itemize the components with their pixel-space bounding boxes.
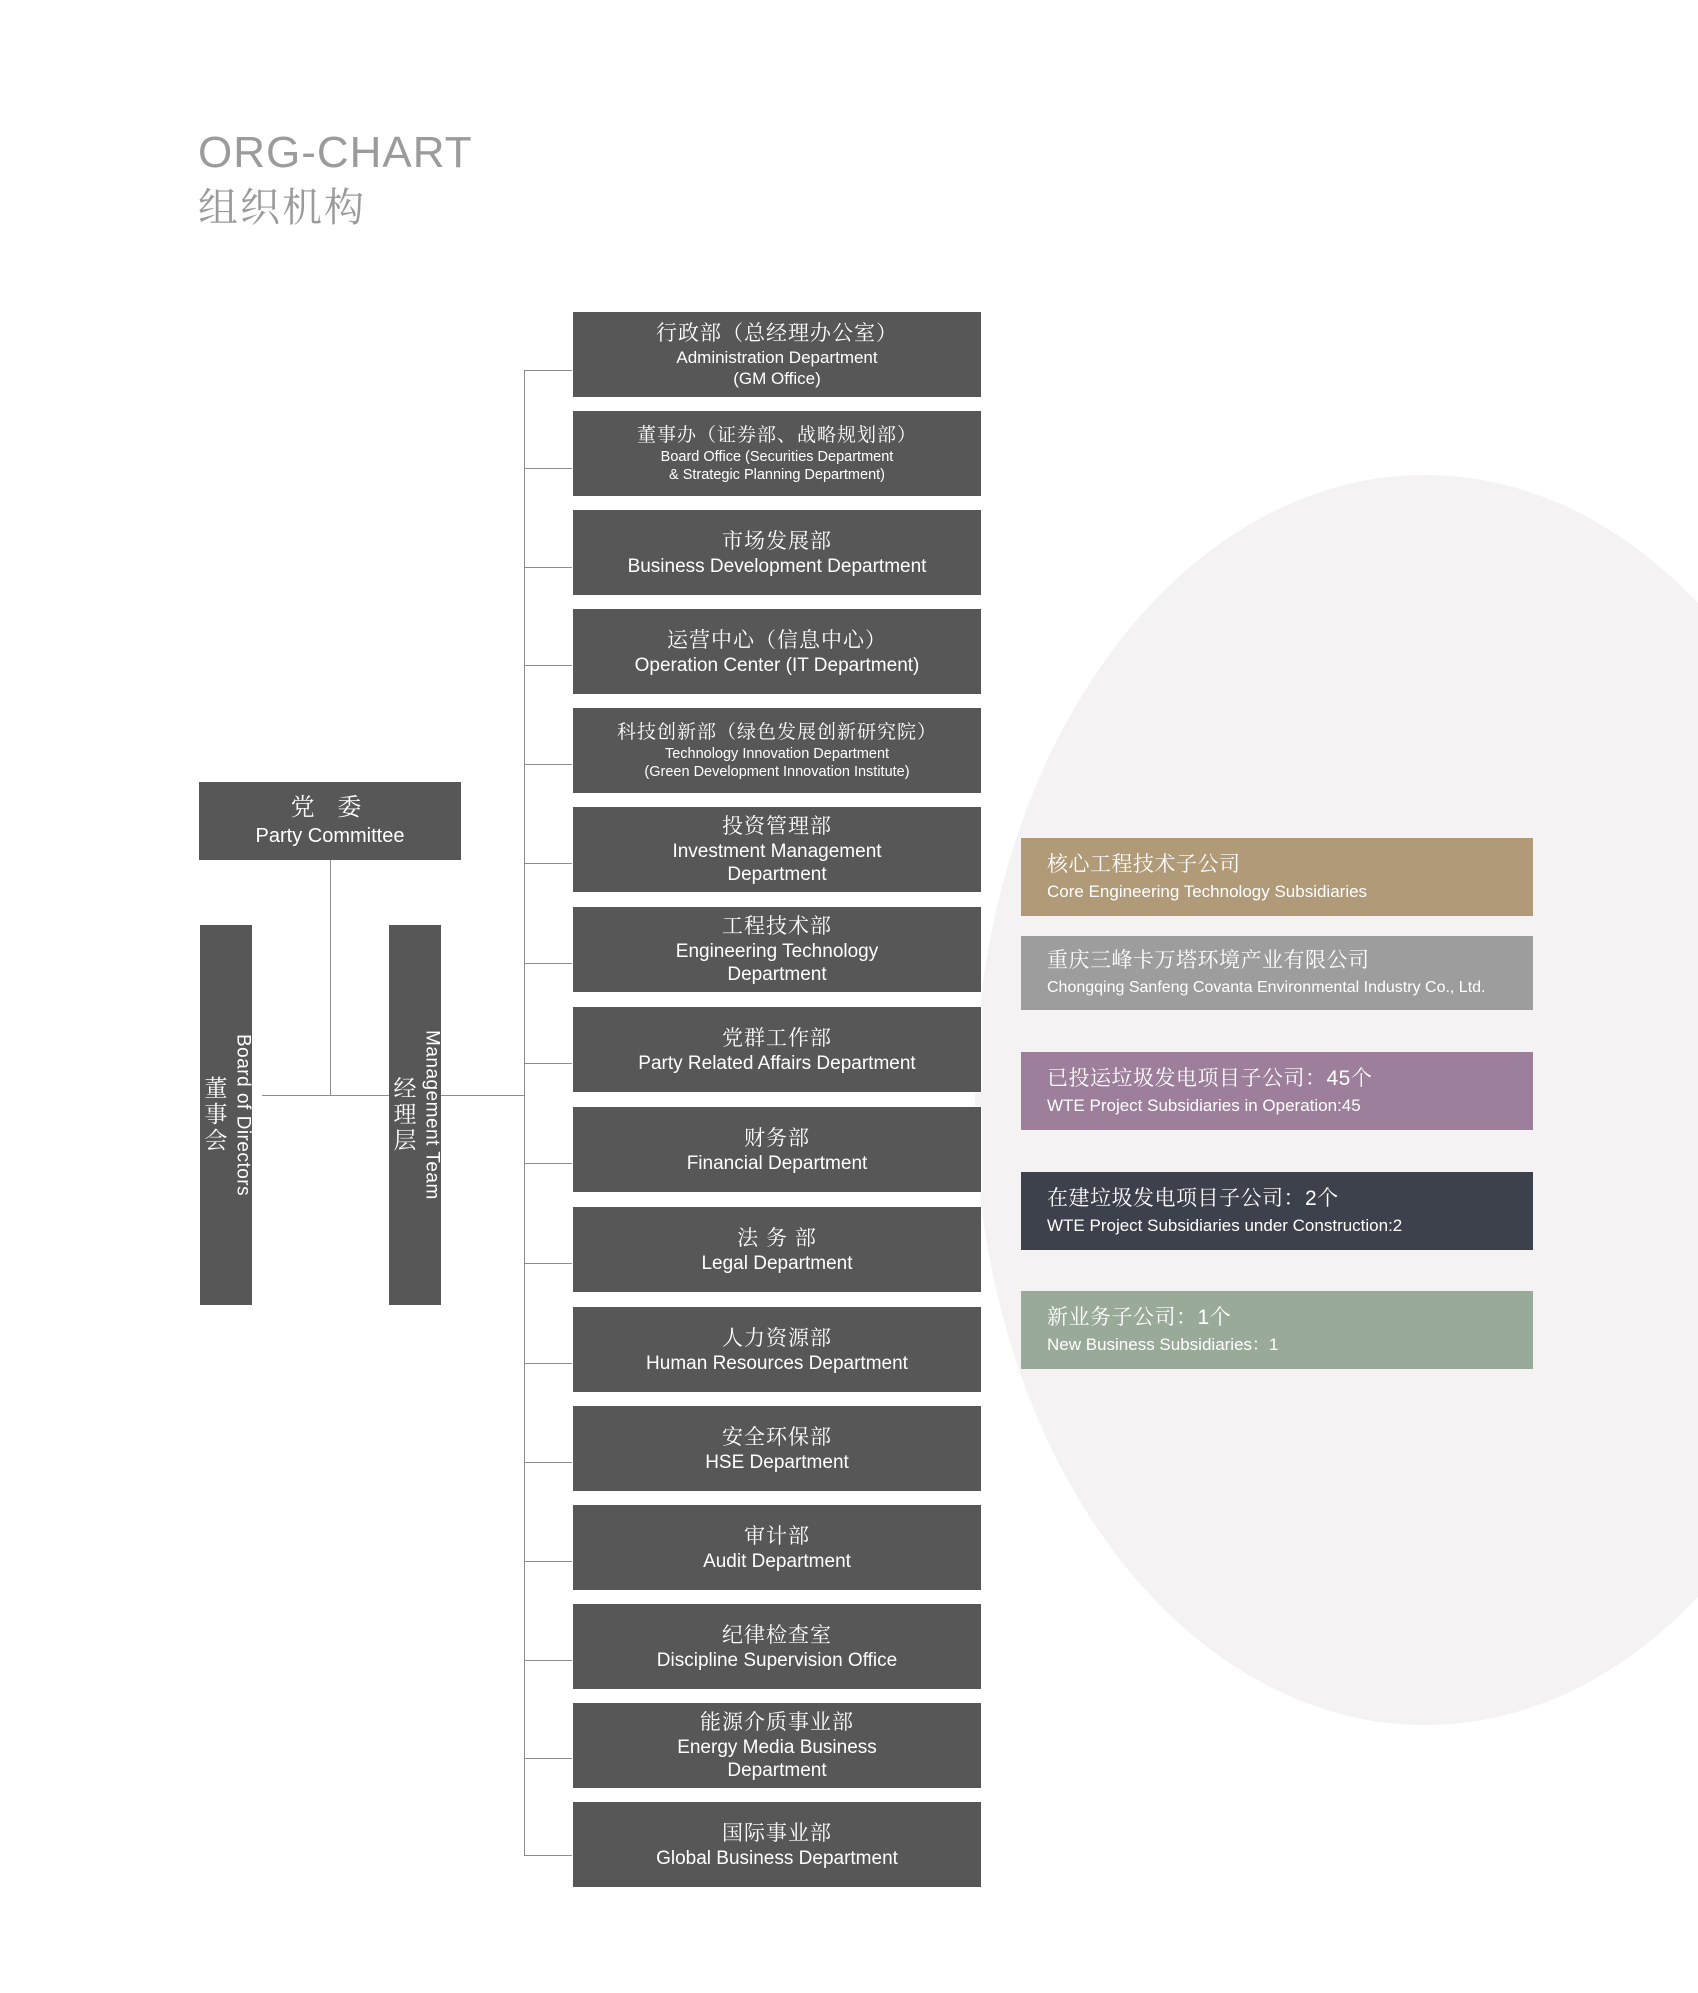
department-name-cn: 安全环保部 bbox=[722, 1425, 832, 1449]
department-box[interactable] bbox=[572, 1504, 982, 1591]
connector-department-spine bbox=[524, 370, 525, 1855]
department-name-cn: 科技创新部（绿色发展创新研究院） bbox=[616, 721, 937, 743]
department-name-cn: 纪律检查室 bbox=[722, 1623, 832, 1647]
department-name-en2: Department bbox=[727, 964, 827, 985]
department-name-cn: 财务部 bbox=[744, 1126, 810, 1150]
node-board-of-directors-cn: 董事会 bbox=[201, 1076, 228, 1154]
legend-card-core-engineering[interactable] bbox=[1021, 838, 1533, 916]
legend-card-wte-in-operation[interactable] bbox=[1021, 1052, 1533, 1130]
title-chinese: 组织机构 bbox=[198, 186, 366, 230]
connector-dept-stub bbox=[524, 1063, 572, 1064]
department-name-en: Energy Media Business bbox=[677, 1737, 877, 1758]
connector-dept-stub bbox=[524, 863, 572, 864]
legend-card-en: WTE Project Subsidiaries under Construction:2 bbox=[1047, 1216, 1403, 1235]
department-box[interactable] bbox=[572, 1801, 982, 1888]
connector-dept-stub bbox=[524, 1263, 572, 1264]
connector-dept-stub bbox=[524, 665, 572, 666]
department-name-en: Human Resources Department bbox=[646, 1352, 908, 1374]
department-box[interactable] bbox=[572, 311, 982, 398]
department-name-en: Engineering Technology bbox=[675, 941, 879, 962]
department-name-cn: 市场发展部 bbox=[722, 529, 832, 553]
department-name-en: Investment Management bbox=[672, 841, 882, 862]
page-title bbox=[198, 125, 473, 235]
connector-dept-stub bbox=[524, 963, 572, 964]
legend-card-cn: 已投运垃圾发电项目子公司：45个 bbox=[1047, 1067, 1373, 1090]
legend-card-cn: 新业务子公司：1个 bbox=[1047, 1306, 1232, 1329]
department-name-cn: 国际事业部 bbox=[722, 1821, 832, 1845]
node-party-committee[interactable] bbox=[199, 782, 461, 860]
department-name-en: Technology Innovation Department bbox=[664, 745, 890, 762]
connector-dept-stub bbox=[524, 1758, 572, 1759]
node-board-of-directors-en: Board of Directors bbox=[232, 1033, 254, 1197]
department-box[interactable] bbox=[572, 1106, 982, 1193]
department-name-cn: 审计部 bbox=[744, 1524, 810, 1548]
department-name-en: Audit Department bbox=[703, 1550, 851, 1572]
connector-dept-stub bbox=[524, 468, 572, 469]
department-box[interactable] bbox=[572, 1006, 982, 1093]
node-board-of-directors[interactable] bbox=[200, 925, 252, 1305]
legend-card-cn: 在建垃圾发电项目子公司：2个 bbox=[1047, 1187, 1339, 1210]
department-name-cn: 人力资源部 bbox=[722, 1326, 832, 1350]
department-box[interactable] bbox=[572, 1306, 982, 1393]
node-party-committee-en: Party Committee bbox=[255, 825, 405, 847]
connector-management-horizontal bbox=[440, 1095, 525, 1096]
department-name-en: Discipline Supervision Office bbox=[656, 1649, 898, 1671]
legend-card-cn: 核心工程技术子公司 bbox=[1047, 853, 1241, 876]
node-party-committee-cn: 党 委 bbox=[290, 794, 370, 821]
department-name-cn: 运营中心（信息中心） bbox=[667, 628, 887, 652]
department-name-en2: (Green Development Innovation Institute) bbox=[644, 763, 910, 780]
connector-dept-stub bbox=[524, 764, 572, 765]
connector-dept-stub bbox=[524, 370, 572, 371]
department-name-cn: 能源介质事业部 bbox=[700, 1711, 854, 1734]
department-name-en: Legal Department bbox=[701, 1252, 853, 1274]
department-name-en: HSE Department bbox=[705, 1451, 849, 1473]
department-name-en2: (GM Office) bbox=[733, 369, 821, 388]
legend-card-en: WTE Project Subsidiaries in Operation:45 bbox=[1047, 1096, 1361, 1115]
node-management-team-cn: 经理层 bbox=[390, 1076, 417, 1154]
department-box[interactable] bbox=[572, 1702, 982, 1789]
connector-dept-stub bbox=[524, 567, 572, 568]
legend-card-en: New Business Subsidiaries：1 bbox=[1047, 1335, 1279, 1354]
department-name-en: Global Business Department bbox=[656, 1847, 898, 1869]
connector-dept-stub bbox=[524, 1660, 572, 1661]
department-box[interactable] bbox=[572, 707, 982, 794]
department-name-en: Board Office (Securities Department bbox=[660, 448, 894, 465]
connector-dept-stub bbox=[524, 1462, 572, 1463]
connector-dept-stub bbox=[524, 1561, 572, 1562]
department-name-cn: 党群工作部 bbox=[722, 1026, 832, 1050]
department-name-cn: 投资管理部 bbox=[722, 815, 832, 838]
connector-dept-stub bbox=[524, 1163, 572, 1164]
department-name-en2: Department bbox=[727, 864, 827, 885]
node-management-team-en: Management Team bbox=[421, 1030, 443, 1200]
department-box[interactable] bbox=[572, 509, 982, 596]
department-box[interactable] bbox=[572, 410, 982, 497]
connector-dept-stub bbox=[524, 1363, 572, 1364]
department-name-en2: & Strategic Planning Department) bbox=[669, 466, 885, 483]
department-name-cn: 董事办（证券部、战略规划部） bbox=[636, 424, 917, 446]
department-name-en: Party Related Affairs Department bbox=[638, 1052, 916, 1074]
department-box[interactable] bbox=[572, 1603, 982, 1690]
legend-card-cn: 重庆三峰卡万塔环境产业有限公司 bbox=[1047, 949, 1370, 972]
connector-dept-stub bbox=[524, 1855, 572, 1856]
department-box[interactable] bbox=[572, 806, 982, 893]
department-box[interactable] bbox=[572, 1206, 982, 1293]
connector-party-vertical bbox=[330, 860, 331, 1095]
department-box[interactable] bbox=[572, 906, 982, 993]
department-name-cn: 行政部（总经理办公室） bbox=[656, 322, 898, 345]
department-name-en2: Department bbox=[727, 1760, 827, 1781]
legend-card-en: Core Engineering Technology Subsidiaries bbox=[1047, 882, 1368, 901]
legend-card-sanfeng-covanta[interactable] bbox=[1021, 936, 1533, 1010]
legend-card-wte-under-construction[interactable] bbox=[1021, 1172, 1533, 1250]
department-box[interactable] bbox=[572, 608, 982, 695]
department-name-en: Business Development Department bbox=[627, 555, 927, 577]
department-box[interactable] bbox=[572, 1405, 982, 1492]
department-name-en: Operation Center (IT Department) bbox=[634, 654, 920, 676]
title-english: ORG-CHART bbox=[198, 128, 473, 177]
department-name-cn: 工程技术部 bbox=[722, 915, 832, 938]
legend-card-en: Chongqing Sanfeng Covanta Environmental Industry Co., Ltd. bbox=[1047, 979, 1486, 996]
node-management-team[interactable] bbox=[389, 925, 441, 1305]
department-name-en: Financial Department bbox=[686, 1152, 868, 1174]
legend-card-new-business[interactable] bbox=[1021, 1291, 1533, 1369]
department-name-cn: 法 务 部 bbox=[737, 1226, 817, 1250]
department-name-en: Administration Department bbox=[676, 348, 878, 367]
